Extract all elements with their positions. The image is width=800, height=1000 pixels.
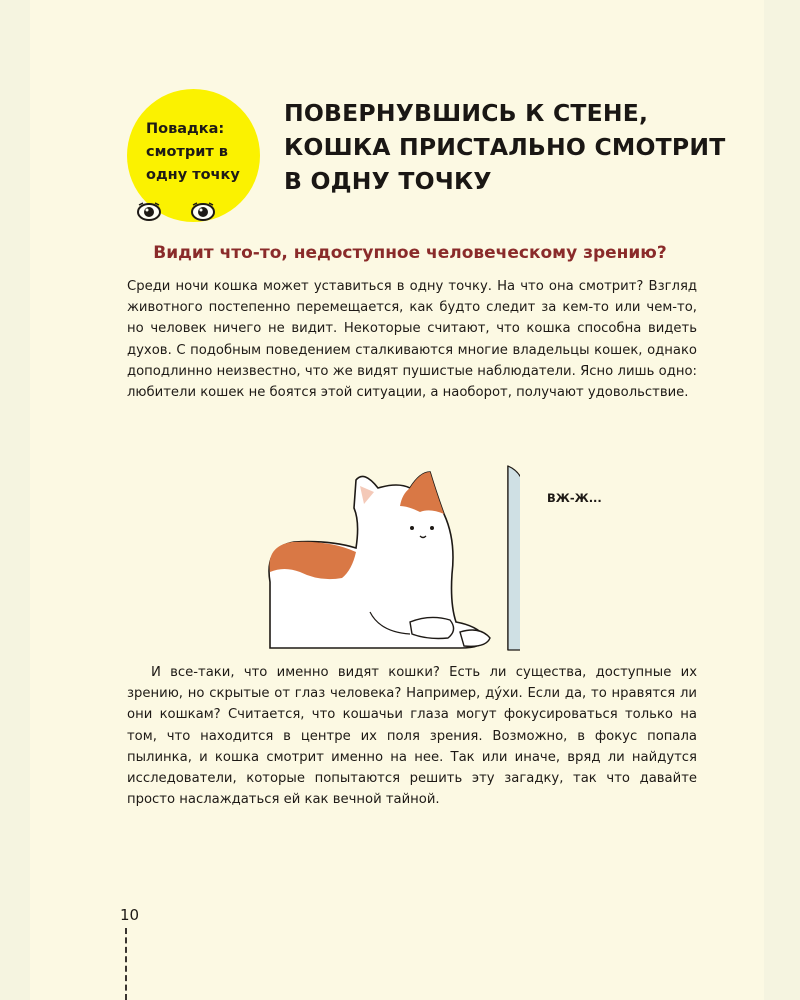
badge-line: одну точку <box>146 167 240 183</box>
title-line: КОШКА ПРИСТАЛЬНО СМОТРИТ <box>284 133 726 161</box>
section-subtitle: Видит что-то, недоступное человеческому зрению? <box>153 243 667 263</box>
eye-icon <box>190 200 216 222</box>
cat-eye <box>430 526 434 530</box>
paragraph: И все-таки, что именно видят кошки? Есть ли существа, доступные их зрению, но скрытые от глаз человека? Например, ду́хи. Если да, то нравятся ли они кошкам? Считается, что кошачьи глаза могут фокусироваться только на том, что находится в центре их поля зрения. Возможно, в фокус попала пылинка, и кошка смотрит именно на нее. Так или иначе, вряд ли найдутся исследователи, которые попытаются решить эту загадку, так что давайте просто наслаждаться ей как вечной тайной. <box>127 665 697 808</box>
title-line: ПОВЕРНУВШИСЬ К СТЕНЕ, <box>284 99 649 127</box>
cat-eye <box>410 526 414 530</box>
sound-effect: ВЖ-Ж... <box>547 491 602 505</box>
dashed-margin-line <box>125 928 127 1000</box>
wall <box>508 466 520 650</box>
cat-paw <box>460 630 490 646</box>
page-number: 10 <box>120 906 140 924</box>
badge-line: Повадка: <box>146 121 225 137</box>
title-line: В ОДНУ ТОЧКУ <box>284 167 492 195</box>
badge-line: смотрит в <box>146 144 228 160</box>
paragraph: Среди ночи кошка может уставиться в одну точку. На что она смотрит? Взгляд животного постепенно перемещается, как будто следит за кем-то или чем-то, но человек ничего не видит. Некоторые считают, что кошка способна видеть духов. С подобным поведением сталкиваются многие владельцы кошек, однако доподлинно неизвестно, что же видят пушистые наблюдатели. Ясно лишь одно: любители кошек не боятся этой ситуации, а наоборот, получают удовольствие. <box>127 279 697 401</box>
page-title <box>284 96 754 198</box>
cat-paw <box>410 617 454 638</box>
badge-text <box>146 118 256 187</box>
cat-illustration <box>260 462 520 652</box>
eye-icon <box>136 200 162 222</box>
